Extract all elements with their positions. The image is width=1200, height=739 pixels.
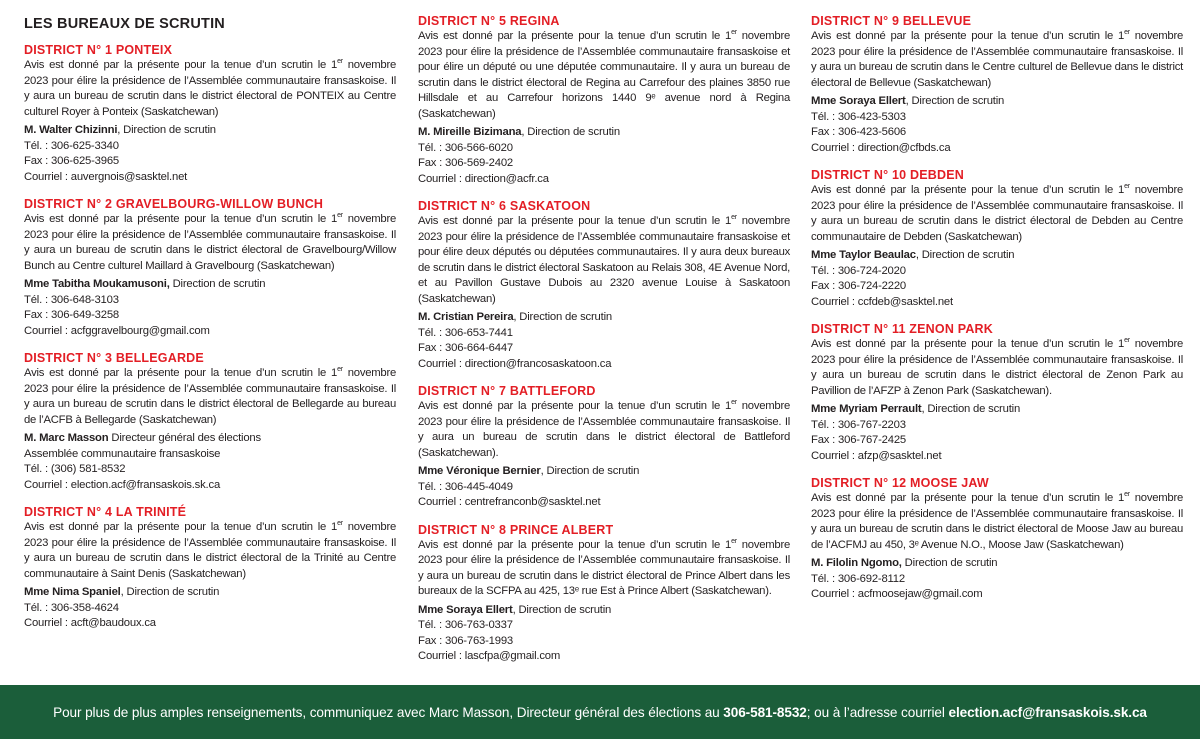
district-notice: Avis est donné par la présente pour la tenue d’un scrutin le 1er novembre 2023 pour élire la présidence de l’Assemblée communautaire fransaskoise et pour élire un député ou une députée communautaire. Il y aura un bureau de scrutin dans le district électoral de Regina au Carrefour des plaines 3850 rue Hillsdale et au Carrefour horizons 1440 9ᵉ avenue nord à Regina (Saskatchewan) (418, 29, 791, 120)
district-title: DISTRICT N° 7 BATTLEFORD (418, 384, 596, 398)
district-title: DISTRICT N° 12 MOOSE JAW (811, 476, 989, 490)
contact-phone: Tél. : 306-763-0337 (418, 619, 513, 631)
district-title: DISTRICT N° 1 PONTEIX (24, 43, 173, 57)
district-notice: Avis est donné par la présente pour la tenue d’un scrutin le 1er novembre 2023 pour élire la présidence de l’Assemblée communautaire fransaskoise et pour élire deux députés ou députées communautaires. Il y aura deux bureaux de scrutin dans le district électoral Saskatoon au Relais 308, 4E Avenue Nord, et au Pavillon Gustave Dubois au 2320 avenue Louise à Saskatoon (Saskatchewan) (418, 214, 791, 305)
district-notice: Avis est donné par la présente pour la tenue d’un scrutin le 1er novembre 2023 pour élire la présidence de l’Assemblée communautaire fransaskoise. Il y aura un bureau de scrutin dans le district électoral de Gravelbourg/Willow Bunch au Centre culturel Maillard à Gravelbourg (Saskatchewan) (24, 212, 397, 272)
district-11 (811, 322, 1183, 464)
footer-email: election.acf@fransaskois.sk.ca (948, 704, 1147, 720)
contact-person: Mme Myriam Perrault (811, 403, 922, 415)
district-title: DISTRICT N° 4 LA TRINITÉ (24, 505, 187, 519)
district-contact: M. Marc Masson Directeur général des élections Assemblée communautaire fransaskoise Tél. : (306) 581-8532 Courriel : election.acf@fransaskois.sk.ca (24, 431, 396, 493)
district-5 (418, 14, 790, 187)
contact-phone: Tél. : 306-423-5303 (811, 110, 906, 123)
district-title: DISTRICT N° 3 BELLEGARDE (24, 351, 204, 365)
district-notice: Avis est donné par la présente pour la tenue d’un scrutin le 1er novembre 2023 pour élire la présidence de l’Assemblée communautaire fransaskoise. Il y aura un bureau de scrutin dans le district électoral de Zenon Park au Pavillion de l’AFZP à Zenon Park (Saskatchewan). (811, 337, 1184, 397)
contact-phone: Tél. : 306-692-8112 (811, 572, 905, 585)
contact-phone: Tél. : 306-724-2020 (811, 264, 906, 277)
district-12 (811, 476, 1183, 603)
district-9 (811, 14, 1183, 156)
district-contact: Mme Myriam Perrault, Direction de scrutin Tél. : 306-767-2203 Fax : 306-767-2425 Courriel : afzp@sasktel.net (811, 402, 1183, 464)
contact-email: Courriel : acfggravelbourg@gmail.com (24, 324, 210, 337)
footer-banner (0, 685, 1200, 739)
district-contact: M. Cristian Pereira, Direction de scrutin Tél. : 306-653-7441 Fax : 306-664-6447 Courriel : direction@francosaskatoon.ca (418, 310, 790, 372)
contact-phone: Tél. : 306-767-2203 (811, 418, 906, 431)
district-contact: M. Filolin Ngomo, Direction de scrutin Tél. : 306-692-8112 Courriel : acfmoosejaw@gmail.com (811, 556, 1183, 603)
district-4 (24, 505, 396, 632)
contact-person: M. Marc Masson (24, 432, 109, 444)
contact-fax: Fax : 306-724-2220 (811, 280, 906, 292)
district-contact: M. Mireille Bizimana, Direction de scrutin Tél. : 306-566-6020 Fax : 306-569-2402 Courriel : direction@acfr.ca (418, 125, 790, 187)
district-title: DISTRICT N° 10 DEBDEN (811, 168, 964, 182)
district-notice: Avis est donné par la présente pour la tenue d’un scrutin le 1er novembre 2023 pour élire la présidence de l’Assemblée communautaire fransaskoise. Il y aura un bureau de scrutin dans le district électoral de Prince Albert dans les bureaux de la SCFPA au 425, 13ᵉ rue Est à Prince Albert (Saskatchewan). (418, 537, 791, 597)
contact-email: Courriel : election.acf@fransaskois.sk.ca (24, 478, 221, 491)
contact-fax: Fax : 306-423-5606 (811, 126, 906, 138)
contact-fax: Fax : 306-649-3258 (24, 309, 119, 321)
district-contact: Mme Soraya Ellert, Direction de scrutin Tél. : 306-763-0337 Fax : 306-763-1993 Courriel : lascfpa@gmail.com (418, 603, 790, 665)
contact-email: Courriel : afzp@sasktel.net (811, 449, 942, 462)
district-7 (418, 384, 790, 511)
contact-phone: Tél. : 306-648-3103 (24, 293, 119, 306)
contact-phone: Tél. : 306-653-7441 (418, 326, 513, 339)
district-notice: Avis est donné par la présente pour la tenue d’un scrutin le 1er novembre 2023 pour élire la présidence de l’Assemblée communautaire fransaskoise. Il y aura un bureau de scrutin dans le district électoral de Battleford (Saskatchewan). (418, 399, 791, 459)
district-title: DISTRICT N° 5 REGINA (418, 14, 560, 28)
column-1 (24, 14, 396, 644)
district-notice: Avis est donné par la présente pour la tenue d’un scrutin le 1er novembre 2023 pour élire la présidence de l’Assemblée communautaire fransaskoise. Il y aura un bureau de scrutin dans le Centre culturel de Bellevue dans le district électoral de Bellevue (Saskatchewan) (811, 29, 1184, 89)
district-contact: Mme Véronique Bernier, Direction de scrutin Tél. : 306-445-4049 Courriel : centrefranconb@sasktel.net (418, 464, 790, 511)
district-title: DISTRICT N° 8 PRINCE ALBERT (418, 522, 614, 537)
contact-fax: Fax : 306-664-6447 (418, 342, 513, 354)
district-contact: M. Walter Chizinni, Direction de scrutin Tél. : 306-625-3340 Fax : 306-625-3965 Courriel : auvergnois@sasktel.net (24, 123, 396, 185)
district-3 (24, 351, 396, 493)
contact-person: Mme Soraya Ellert (811, 95, 906, 107)
district-title: DISTRICT N° 6 SASKATOON (418, 199, 591, 213)
contact-email: Courriel : auvergnois@sasktel.net (24, 170, 188, 183)
contact-phone: Tél. : (306) 581-8532 (24, 463, 126, 475)
district-title: DISTRICT N° 9 BELLEVUE (811, 14, 972, 28)
contact-email: Courriel : centrefranconb@sasktel.net (418, 496, 601, 508)
contact-email: Courriel : direction@acfr.ca (418, 172, 549, 185)
district-title: DISTRICT N° 2 GRAVELBOURG-WILLOW BUNCH (24, 197, 324, 211)
contact-fax: Fax : 306-569-2402 (418, 157, 513, 169)
contact-phone: Tél. : 306-358-4624 (24, 601, 119, 614)
contact-fax: Fax : 306-763-1993 (418, 634, 513, 647)
district-2 (24, 197, 396, 339)
district-8 (418, 523, 790, 665)
footer-text: Pour plus de plus amples renseignements, communiquez avec Marc Masson, Directeur général des élections au 306-581-8532; ou à l’adresse courriel election.acf@fransaskois.sk.ca (53, 704, 1147, 720)
contact-person: M. Filolin Ngomo, (811, 557, 902, 569)
page-title: LES BUREAUX DE SCRUTIN (24, 16, 225, 32)
contact-email: Courriel : acfmoosejaw@gmail.com (811, 588, 983, 600)
contact-fax: Fax : 306-767-2425 (811, 434, 906, 446)
district-6 (418, 199, 790, 372)
contact-phone: Tél. : 306-445-4049 (418, 480, 513, 493)
contact-person: Mme Véronique Bernier (418, 465, 541, 477)
district-contact: Mme Taylor Beaulac, Direction de scrutin Tél. : 306-724-2020 Fax : 306-724-2220 Courriel : ccfdeb@sasktel.net (811, 248, 1183, 310)
district-1 (24, 43, 396, 185)
district-10 (811, 168, 1183, 310)
district-notice: Avis est donné par la présente pour la tenue d’un scrutin le 1er novembre 2023 pour élire la présidence de l’Assemblée communautaire fransaskoise. Il y aura un bureau de scrutin dans le district électoral de la Trinité au Centre communautaire à Saint Denis (Saskatchewan) (24, 520, 397, 580)
contact-person: Mme Soraya Ellert (418, 603, 513, 616)
contact-email: Courriel : direction@francosaskatoon.ca (418, 357, 612, 370)
district-contact: Mme Tabitha Moukamusoni, Direction de scrutin Tél. : 306-648-3103 Fax : 306-649-3258 Courriel : acfggravelbourg@gmail.com (24, 277, 396, 339)
district-notice: Avis est donné par la présente pour la tenue d’un scrutin le 1er novembre 2023 pour élire la présidence de l’Assemblée communautaire fransaskoise. Il y aura un bureau de scrutin dans le district électoral de PONTEIX au Centre culturel Royer à Ponteix (Saskatchewan) (24, 58, 397, 118)
column-2 (418, 14, 790, 677)
district-contact: Mme Nima Spaniel, Direction de scrutin Tél. : 306-358-4624 Courriel : acft@baudoux.ca (24, 585, 396, 632)
district-notice: Avis est donné par la présente pour la tenue d’un scrutin le 1er novembre 2023 pour élire la présidence de l’Assemblée communautaire fransaskoise. Il y aura un bureau de scrutin dans le district électoral de Moose Jaw au bureau de l’ACFMJ au 450, 3ᵉ Avenue N.O., Moose Jaw (Saskatchewan) (811, 491, 1184, 551)
contact-phone: Tél. : 306-566-6020 (418, 141, 513, 154)
contact-email: Courriel : acft@baudoux.ca (24, 617, 156, 629)
contact-organization: Assemblée communautaire fransaskoise (24, 447, 221, 460)
district-contact: Mme Soraya Ellert, Direction de scrutin Tél. : 306-423-5303 Fax : 306-423-5606 Courriel : direction@cfbds.ca (811, 94, 1183, 156)
district-title: DISTRICT N° 11 ZENON PARK (811, 322, 994, 336)
district-notice: Avis est donné par la présente pour la tenue d’un scrutin le 1er novembre 2023 pour élire la présidence de l’Assemblée communautaire fransaskoise. Il y aura un bureau de scrutin dans le district électoral de Debden au Centre communautaire de Debden (Saskatchewan) (811, 183, 1184, 243)
contact-email: Courriel : ccfdeb@sasktel.net (811, 295, 953, 308)
district-notice: Avis est donné par la présente pour la tenue d’un scrutin le 1er novembre 2023 pour élire la présidence de l’Assemblée communautaire fransaskoise. Il y aura un bureau de scrutin dans le district électoral de Bellegarde au bureau de l’ACFB à Bellegarde (Saskatchewan) (24, 366, 397, 426)
contact-person: Mme Taylor Beaulac (811, 249, 916, 261)
contact-fax: Fax : 306-625-3965 (24, 155, 119, 167)
contact-person: M. Cristian Pereira (418, 311, 514, 323)
contact-person: Mme Nima Spaniel (24, 586, 121, 598)
contact-person: M. Mireille Bizimana (418, 126, 522, 138)
contact-email: Courriel : lascfpa@gmail.com (418, 650, 561, 662)
column-3 (811, 14, 1183, 615)
footer-phone: 306-581-8532 (723, 704, 807, 720)
contact-person: M. Walter Chizinni (24, 124, 118, 136)
contact-person: Mme Tabitha Moukamusoni, (24, 278, 170, 290)
contact-phone: Tél. : 306-625-3340 (24, 139, 119, 152)
contact-email: Courriel : direction@cfbds.ca (811, 141, 951, 154)
